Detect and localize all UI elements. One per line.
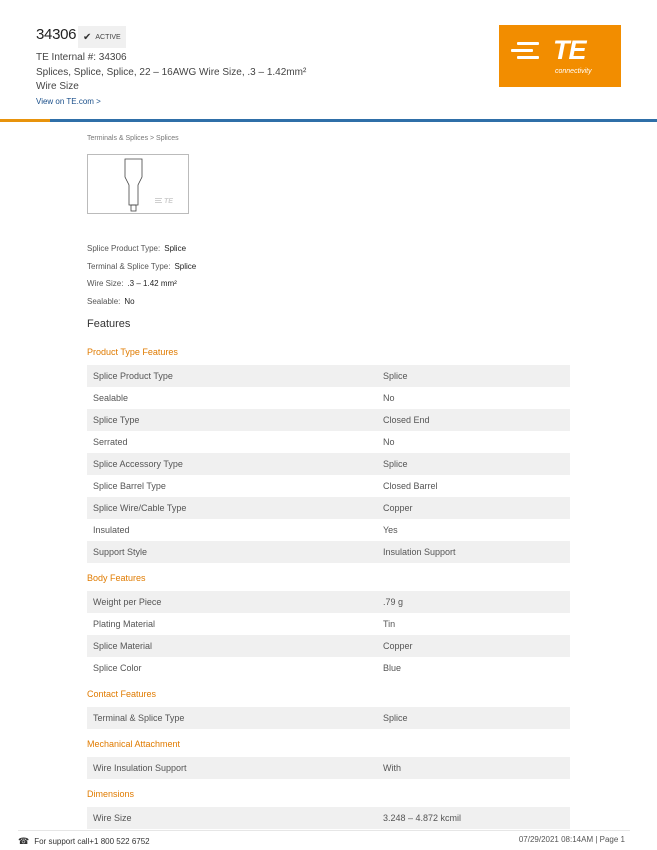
feature-name: Serrated [93,437,128,447]
group-title: Contact Features [87,689,157,699]
feature-name: Splice Material [93,641,153,651]
logo-text: TE [553,35,586,65]
table-row [87,707,570,729]
feature-name: Insulated [93,525,130,535]
feature-name: Weight per Piece [93,597,162,607]
internal-number: TE Internal #: 34306 [36,52,127,63]
feature-value: .79 g [383,597,404,607]
feature-value: Copper [383,641,413,651]
feature-value: Closed Barrel [383,481,438,491]
feature-name: Wire Insulation Support [93,763,187,773]
feature-name: Support Style [93,547,148,557]
feature-value: Tin [383,619,396,629]
table-row [87,453,570,475]
part-number: 34306 [36,26,77,43]
group-title: Product Type Features [87,347,178,357]
check-icon: ✔ [83,31,92,43]
table-row [87,613,570,635]
summary-value: .3 – 1.42 mm² [127,279,177,288]
te-logo-mark-icon [511,42,541,60]
table-row [87,431,570,453]
feature-name: Splice Barrel Type [93,481,166,491]
logo-subtext: connectivity [555,68,592,75]
feature-value: Closed End [383,415,430,425]
feature-name: Splice Accessory Type [93,459,183,469]
breadcrumb[interactable]: Terminals & Splices > Splices [87,135,179,142]
summary-value: Splice [164,244,187,253]
summary-row [87,262,196,280]
feature-table [87,807,570,829]
feature-name: Sealable [93,393,129,403]
splice-drawing-icon [88,155,188,213]
footer-support [18,836,150,847]
te-logo [499,25,621,87]
feature-name: Wire Size [93,813,132,823]
summary-row [87,244,196,262]
summary-row [87,279,196,297]
table-row [87,387,570,409]
table-row [87,497,570,519]
status-text: ACTIVE [95,33,121,41]
feature-name: Splice Color [93,663,142,673]
table-row [87,591,570,613]
feature-value: Splice [383,371,408,381]
table-row [87,807,570,829]
feature-value: Blue [383,663,402,673]
feature-value: Splice [383,459,408,469]
feature-table [87,365,570,563]
header-divider-accent [0,119,50,122]
summary-row [87,297,196,315]
summary-label: Sealable: [87,296,121,306]
feature-value: Splice [383,713,408,723]
feature-value: No [383,437,395,447]
summary-value: Splice [174,261,197,271]
feature-value: Copper [383,503,413,513]
table-row [87,657,570,679]
group-title: Body Features [87,573,146,583]
summary-label: Terminal & Splice Type: [87,261,171,271]
status-badge [78,26,126,48]
table-row [87,409,570,431]
features-heading: Features [87,318,131,330]
feature-name: Splice Type [93,415,140,425]
summary-list [87,244,196,314]
page-header [0,0,657,122]
feature-name: Splice Wire/Cable Type [93,503,187,513]
feature-value: Yes [383,525,398,535]
product-description: Splices, Splice, Splice, 22 – 16AWG Wire Size, .3 – 1.42mm² Wire Size [36,67,307,92]
product-image [87,154,189,214]
support-text: For support call+1 800 522 6752 [34,837,150,846]
table-row [87,475,570,497]
feature-table [87,757,570,779]
feature-table [87,707,570,729]
summary-label: Wire Size: [87,279,124,288]
phone-icon: ☎ [18,836,30,846]
view-on-te-link[interactable]: View on TE.com > [36,97,101,106]
image-watermark: TE [164,198,173,205]
feature-name: Terminal & Splice Type [93,713,185,723]
feature-name: Plating Material [93,619,156,629]
summary-label: Splice Product Type: [87,244,161,253]
feature-table [87,591,570,679]
table-row [87,635,570,657]
header-divider [0,119,657,122]
group-title: Dimensions [87,789,135,799]
feature-value: Insulation Support [383,547,456,557]
table-row [87,757,570,779]
footer-divider [18,830,630,831]
feature-value: 3.248 – 4.872 kcmil [383,813,462,823]
table-row [87,365,570,387]
group-title: Mechanical Attachment [87,739,181,749]
table-row [87,541,570,563]
footer-date-page: 07/29/2021 08:14AM | Page 1 [518,835,625,844]
feature-name: Splice Product Type [93,371,173,381]
feature-value: With [383,763,401,773]
feature-value: No [383,393,395,403]
summary-value: No [124,296,135,306]
table-row [87,519,570,541]
